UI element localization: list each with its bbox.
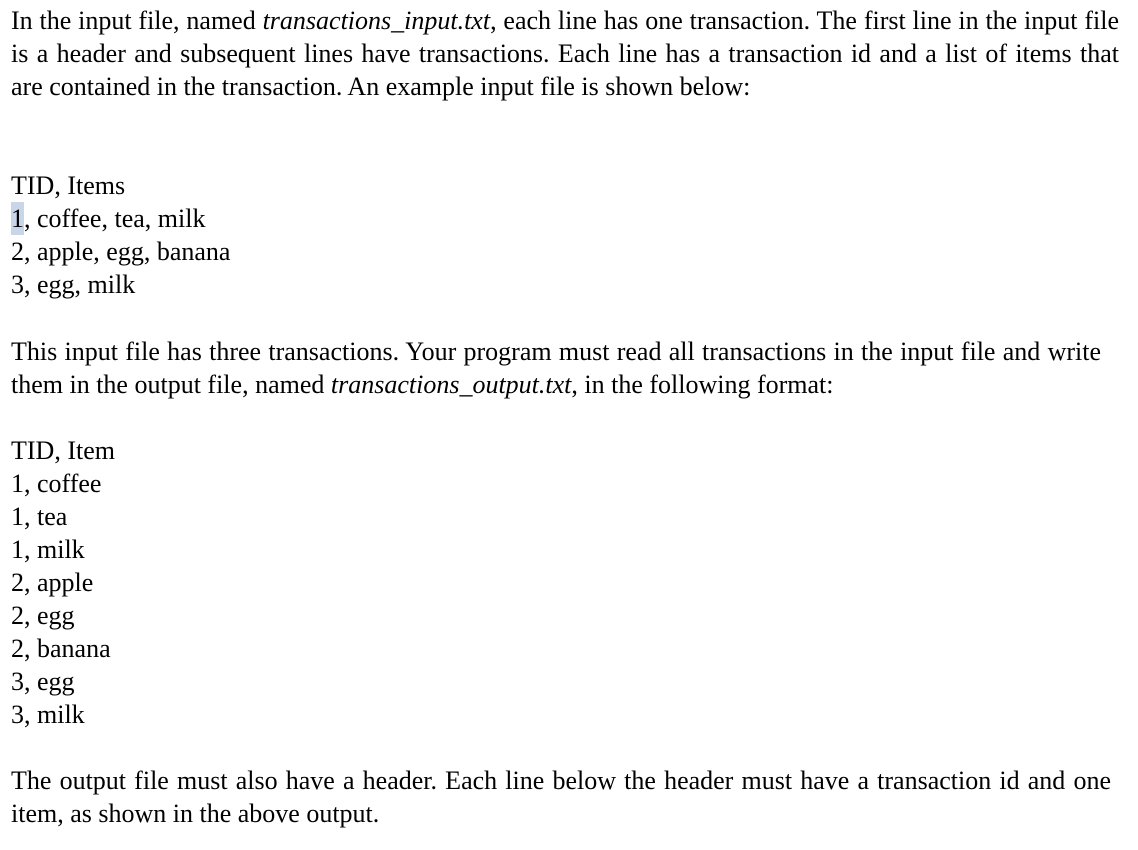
intro-text-start: In the input file, named (11, 6, 263, 35)
input-filename: transactions_input.txt (262, 6, 491, 35)
intro-paragraph (11, 4, 1119, 103)
output-line: 2, apple (11, 568, 94, 597)
output-filename: transactions_output.txt (330, 370, 572, 399)
output-line: 3, egg (11, 667, 75, 696)
output-line: 1, milk (11, 535, 85, 564)
output-file-example (11, 434, 115, 731)
middle-paragraph (11, 335, 1101, 401)
output-line: 3, milk (11, 700, 85, 729)
output-line: 2, banana (11, 634, 111, 663)
input-line-2: 2, apple, egg, banana (11, 237, 231, 266)
middle-text-end: , in the following format: (571, 370, 834, 399)
output-line: 1, tea (11, 502, 68, 531)
final-paragraph: The output file must also have a header. Each line below the header must have a transaction id and one item, as shown in the above output. (11, 766, 1111, 828)
input-header-line: TID, Items (11, 171, 126, 200)
input-line-3: 3, egg, milk (11, 270, 136, 299)
output-line: 1, coffee (11, 469, 102, 498)
middle-text-start: This input file has three transactions. Your program must read all transactions in the input file and write them in the output file, named (11, 337, 1101, 399)
input-line-1-rest: , coffee, tea, milk (24, 204, 206, 233)
text-cursor-selection: 1 (11, 204, 24, 233)
output-header-line: TID, Item (11, 436, 115, 465)
input-line-1 (11, 202, 230, 235)
output-line: 2, egg (11, 601, 75, 630)
input-file-example (11, 169, 230, 301)
intro-text-end: , each line has one transaction. The first line in the input file is a header and subsequent lines have transactions. Each line has a transaction id and a list of items that are contained in the transaction. An example input file is shown below: (11, 6, 1119, 101)
